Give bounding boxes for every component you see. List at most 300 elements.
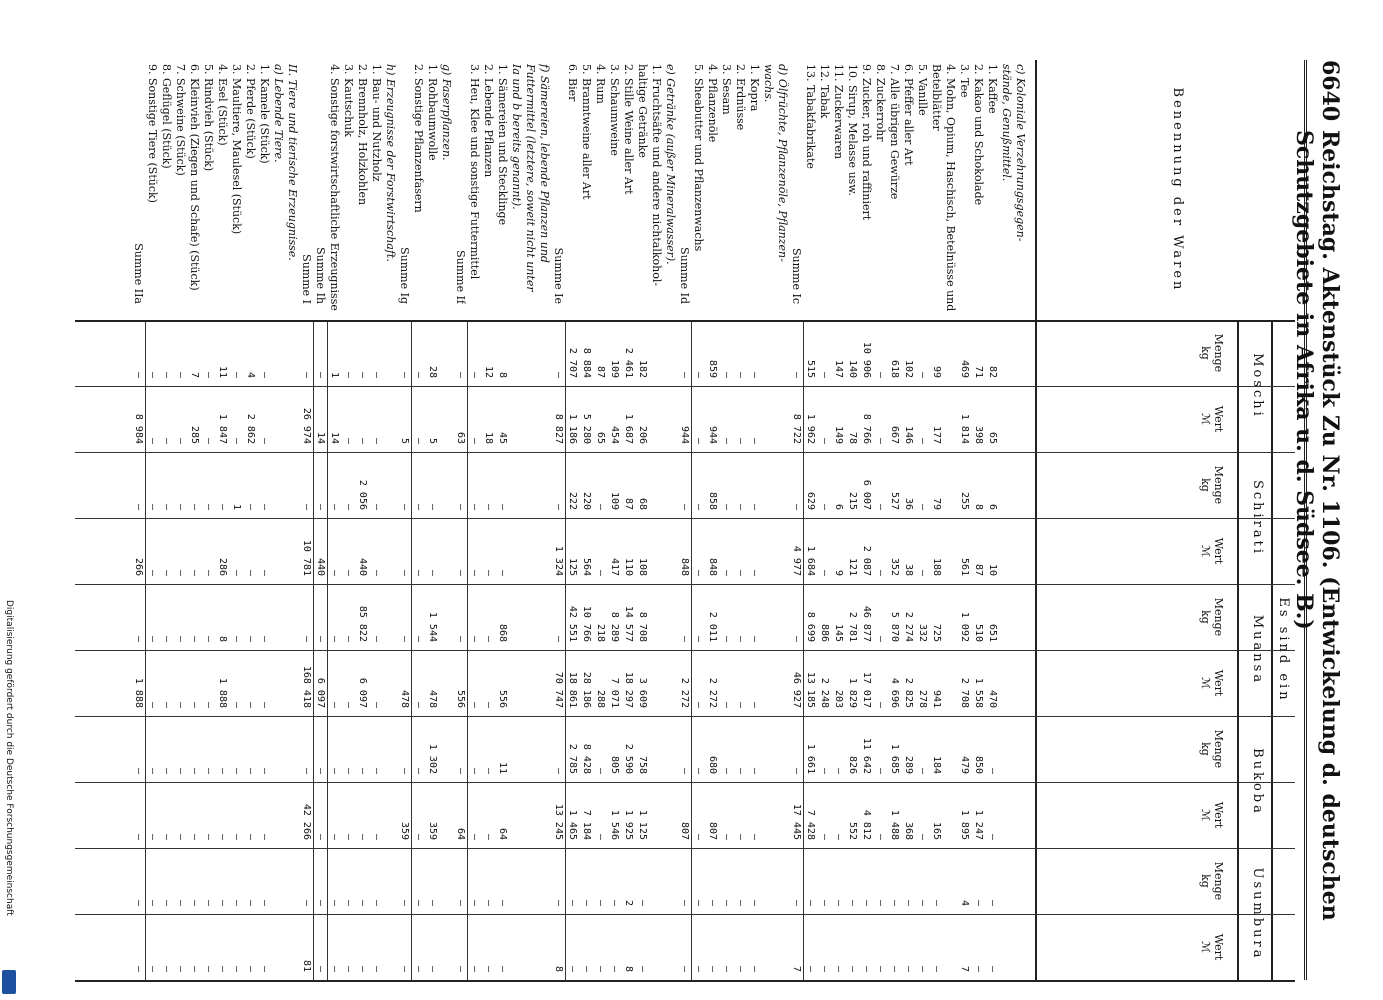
cell-value: —: [735, 503, 746, 510]
cell-value: 81: [301, 959, 312, 972]
cell-value: 515: [805, 359, 816, 378]
cell-value: —: [343, 635, 354, 642]
cell-value: —: [189, 899, 200, 906]
cell-value: 398: [973, 425, 984, 444]
cell-value: 6 097: [315, 677, 326, 708]
row-label: c) Koloniale Verzehrungsgegen-: [1014, 64, 1027, 242]
row-label: 1. Kopra: [748, 64, 761, 112]
cell-value: —: [161, 965, 172, 972]
cell-value: —: [315, 833, 326, 840]
cell-value: —: [875, 701, 886, 708]
cell-value: —: [875, 437, 886, 444]
cell-value: 125: [567, 557, 578, 576]
cell-value: 2 272: [707, 677, 718, 708]
table-row: [691, 60, 705, 980]
cell-value: 556: [455, 689, 466, 708]
cell-value: —: [175, 371, 186, 378]
row-label: 1. Kaffee: [986, 64, 999, 114]
cell-value: 14: [329, 431, 340, 444]
row-label: stände, Genußmittel.: [1000, 64, 1013, 182]
section-heading: [285, 60, 299, 980]
cell-value: —: [833, 965, 844, 972]
cell-value: —: [875, 569, 886, 576]
cell-value: 1 925: [623, 809, 634, 840]
cell-value: —: [399, 503, 410, 510]
row-label: h) Erzeugnisse der Forstwirtschaft.: [384, 64, 397, 262]
cell-value: —: [427, 899, 438, 906]
cell-value: —: [931, 899, 942, 906]
cell-value: —: [357, 437, 368, 444]
cell-value: 7 071: [609, 677, 620, 708]
table-row: [817, 60, 831, 980]
cell-value: 8: [553, 965, 564, 972]
cell-value: —: [497, 569, 508, 576]
row-label: Betelblätter: [930, 64, 943, 131]
row-label: 9. Zucker, roh und raffiniert: [860, 64, 873, 221]
cell-value: —: [707, 899, 718, 906]
cell-value: 10 906: [861, 341, 872, 378]
cell-value: 6 007: [861, 479, 872, 510]
column-1-name: Moschi: [1250, 353, 1265, 419]
cell-value: —: [259, 437, 270, 444]
cell-value: 87: [595, 365, 606, 378]
cell-value: 7: [189, 371, 200, 378]
cell-value: 145: [833, 623, 844, 642]
cell-value: —: [161, 569, 172, 576]
cell-value: 188: [931, 557, 942, 576]
cell-value: 8: [497, 371, 508, 378]
row-label: 1. Rohbaumwolle: [426, 64, 439, 161]
table-row: [621, 60, 635, 980]
cell-value: —: [483, 701, 494, 708]
cell-value: —: [875, 833, 886, 840]
cell-value: —: [595, 965, 606, 972]
cell-value: 46 877: [861, 605, 872, 642]
cell-value: —: [203, 767, 214, 774]
table-row: [215, 60, 229, 980]
row-label: 2. Brennholz, Holzkohlen: [356, 64, 369, 206]
cell-value: 64: [455, 827, 466, 840]
cell-value: —: [315, 635, 326, 642]
cell-value: —: [469, 437, 480, 444]
cell-value: —: [259, 503, 270, 510]
cell-value: —: [217, 899, 228, 906]
cell-value: —: [343, 503, 354, 510]
cell-value: —: [315, 767, 326, 774]
cell-value: —: [833, 899, 844, 906]
cell-value: 42 551: [567, 605, 578, 642]
cell-value: 65: [595, 431, 606, 444]
cell-value: —: [987, 899, 998, 906]
cell-value: —: [455, 767, 466, 774]
cell-value: 10: [987, 563, 998, 576]
cell-value: 70 747: [553, 671, 564, 708]
cell-value: —: [749, 767, 760, 774]
row-label: 3. Schaumweine: [608, 64, 621, 156]
cell-value: —: [483, 635, 494, 642]
cell-value: —: [357, 899, 368, 906]
cell-value: —: [749, 371, 760, 378]
cell-value: —: [735, 767, 746, 774]
cell-value: 1 302: [427, 743, 438, 774]
cell-value: —: [161, 503, 172, 510]
cell-value: —: [455, 635, 466, 642]
table-row: [971, 60, 985, 980]
cell-value: —: [483, 833, 494, 840]
cell-value: 286: [217, 557, 228, 576]
cell-value: 17 445: [791, 803, 802, 840]
cell-value: —: [315, 899, 326, 906]
summary-row: [551, 60, 565, 980]
cell-value: —: [931, 965, 942, 972]
table-row: [859, 60, 873, 980]
cell-value: 9: [833, 569, 844, 576]
cell-value: —: [455, 371, 466, 378]
cell-value: 8 722: [791, 413, 802, 444]
cell-value: 1 488: [889, 809, 900, 840]
cell-value: —: [175, 635, 186, 642]
row-label: Summe IIa: [132, 243, 145, 304]
cell-value: —: [595, 503, 606, 510]
cell-value: —: [399, 899, 410, 906]
cell-value: —: [189, 767, 200, 774]
cell-value: 758: [637, 755, 648, 774]
cell-value: 2 272: [679, 677, 690, 708]
cell-value: 2 056: [357, 479, 368, 510]
cell-value: 65: [987, 431, 998, 444]
cell-value: 618: [889, 359, 900, 378]
cell-value: 725: [931, 623, 942, 642]
cell-value: 8 699: [805, 611, 816, 642]
cell-value: 5 280: [581, 413, 592, 444]
cell-value: —: [581, 899, 592, 906]
cell-value: —: [469, 899, 480, 906]
cell-value: —: [329, 965, 340, 972]
cell-value: —: [483, 767, 494, 774]
cell-value: 2 708: [959, 677, 970, 708]
cell-value: —: [553, 503, 564, 510]
cell-value: —: [819, 899, 830, 906]
cell-value: 1 888: [217, 677, 228, 708]
cell-value: —: [805, 899, 816, 906]
cell-value: —: [231, 767, 242, 774]
cell-value: —: [371, 767, 382, 774]
row-label: 9. Sonstige Tiere (Stück): [146, 64, 159, 203]
cell-value: —: [455, 569, 466, 576]
cell-value: —: [483, 965, 494, 972]
cell-value: —: [329, 899, 340, 906]
cell-value: —: [245, 833, 256, 840]
cell-value: 1 847: [217, 413, 228, 444]
cell-value: 4 977: [791, 545, 802, 576]
label-column-header: Benennung der Waren: [1170, 87, 1185, 293]
cell-value: —: [259, 701, 270, 708]
row-label: 1. Sämereien und Stecklinge: [496, 64, 509, 226]
cell-value: —: [315, 503, 326, 510]
cell-value: —: [175, 569, 186, 576]
cell-value: 68: [637, 497, 648, 510]
cell-value: —: [679, 503, 690, 510]
cell-value: —: [259, 965, 270, 972]
cell-value: —: [203, 569, 214, 576]
cell-value: —: [161, 899, 172, 906]
cell-value: 667: [889, 425, 900, 444]
cell-value: 510: [973, 623, 984, 642]
cell-value: —: [693, 701, 704, 708]
cell-value: —: [315, 965, 326, 972]
cell-value: 38: [903, 563, 914, 576]
cell-value: 36: [903, 497, 914, 510]
row-label: Futtermittel (letztere, soweit nicht unter: [524, 64, 537, 292]
cell-value: 203: [833, 689, 844, 708]
cell-value: 1: [231, 503, 242, 510]
cell-value: 10 781: [301, 539, 312, 576]
cell-value: 826: [847, 755, 858, 774]
cell-value: —: [371, 635, 382, 642]
cell-value: —: [259, 899, 270, 906]
cell-value: —: [721, 899, 732, 906]
cell-value: —: [175, 701, 186, 708]
cell-value: —: [301, 635, 312, 642]
table-row: [229, 60, 243, 980]
cell-value: 1 685: [889, 743, 900, 774]
cell-value: —: [679, 965, 690, 972]
cell-value: 140: [847, 359, 858, 378]
cell-value: 805: [609, 755, 620, 774]
row-label: 7. Schweine (Stück): [174, 64, 187, 176]
cell-value: 206: [637, 425, 648, 444]
cell-value: —: [791, 635, 802, 642]
cell-value: —: [707, 965, 718, 972]
cell-value: —: [987, 833, 998, 840]
cell-value: —: [469, 767, 480, 774]
cell-value: —: [819, 437, 830, 444]
cell-value: 1 125: [637, 809, 648, 840]
cell-value: —: [749, 569, 760, 576]
cell-value: 1 465: [567, 809, 578, 840]
cell-value: —: [147, 635, 158, 642]
cell-value: —: [147, 437, 158, 444]
cell-value: —: [917, 899, 928, 906]
footer-text: Digitalisierung gefördert durch die Deutsche Forschungsgemeinschaft: [4, 600, 14, 916]
cell-value: —: [693, 371, 704, 378]
row-label: d) Ölfrüchte, Pflanzenöle, Pflanzen-: [776, 64, 789, 262]
cell-value: 26 974: [301, 407, 312, 444]
column-1-wert-header: Wert ℳ: [1199, 405, 1225, 433]
cell-value: —: [203, 635, 214, 642]
cell-value: —: [413, 635, 424, 642]
cell-value: —: [917, 767, 928, 774]
row-label: 2. Erdnüsse: [734, 64, 747, 131]
section-heading: [383, 60, 397, 980]
cell-value: 680: [707, 755, 718, 774]
cell-value: —: [259, 635, 270, 642]
cell-value: —: [133, 833, 144, 840]
cell-value: —: [875, 767, 886, 774]
row-label: 3. Heu, Klee und sonstige Futtermittel: [468, 64, 481, 280]
section-heading: [523, 60, 537, 980]
cell-value: 850: [973, 755, 984, 774]
cell-value: —: [469, 569, 480, 576]
cell-value: —: [147, 569, 158, 576]
cell-value: 944: [707, 425, 718, 444]
cell-value: —: [693, 833, 704, 840]
cell-value: —: [357, 767, 368, 774]
cell-value: —: [133, 767, 144, 774]
cell-value: —: [693, 767, 704, 774]
cell-value: —: [833, 767, 844, 774]
table-row: [943, 60, 957, 980]
cell-value: 11: [497, 761, 508, 774]
cell-value: 99: [931, 365, 942, 378]
cell-value: —: [413, 767, 424, 774]
section-heading: [761, 60, 775, 980]
cell-value: —: [301, 371, 312, 378]
cell-value: —: [483, 569, 494, 576]
cell-value: 332: [917, 623, 928, 642]
cell-value: 1 546: [609, 809, 620, 840]
cell-value: —: [399, 767, 410, 774]
row-label: haltige Getränke: [636, 64, 649, 158]
cell-value: —: [595, 767, 606, 774]
cell-value: 3 609: [637, 677, 648, 708]
cell-value: 807: [707, 821, 718, 840]
table-row: [257, 60, 271, 980]
summary-row: [313, 60, 327, 980]
cell-value: —: [581, 965, 592, 972]
column-2-menge-header: Menge kg: [1199, 465, 1225, 505]
cell-value: 848: [707, 557, 718, 576]
table-row: [369, 60, 383, 980]
row-label: 3. Sesam: [720, 64, 733, 115]
cell-value: —: [413, 437, 424, 444]
cell-value: —: [399, 965, 410, 972]
cell-value: —: [497, 965, 508, 972]
cell-value: —: [343, 833, 354, 840]
cell-value: 289: [903, 755, 914, 774]
cell-value: 470: [987, 689, 998, 708]
table-row: [173, 60, 187, 980]
cell-value: —: [749, 701, 760, 708]
row-label: e) Getränke (außer Mineralwasser).: [664, 64, 677, 265]
cell-value: —: [413, 503, 424, 510]
column-1-menge-header: Menge kg: [1199, 333, 1225, 373]
cell-value: —: [217, 767, 228, 774]
cell-value: —: [847, 965, 858, 972]
table-row: [929, 60, 943, 980]
table-row: [705, 60, 719, 980]
cell-value: —: [819, 767, 830, 774]
table-row: [747, 60, 761, 980]
cell-value: 8 984: [133, 413, 144, 444]
row-label: Summe If: [454, 250, 467, 304]
cell-value: 18 861: [567, 671, 578, 708]
page-number: 6640: [1317, 60, 1343, 122]
cell-value: 8: [623, 965, 634, 972]
column-3-name: Muansa: [1250, 614, 1265, 686]
row-label: 4. Mohn, Opium, Haschisch, Betelnüsse und: [944, 64, 957, 312]
cell-value: —: [483, 503, 494, 510]
cell-value: 87: [623, 497, 634, 510]
cell-value: —: [133, 503, 144, 510]
table-row: [719, 60, 733, 980]
cell-value: —: [147, 767, 158, 774]
cell-value: 552: [847, 821, 858, 840]
table-row: [887, 60, 901, 980]
row-label: 6. Bier: [566, 64, 579, 102]
cell-value: —: [175, 503, 186, 510]
cell-value: 8 289: [609, 611, 620, 642]
cell-value: 177: [931, 425, 942, 444]
cell-value: —: [987, 965, 998, 972]
cell-value: 6: [833, 503, 844, 510]
row-label: 4. Esel (Stück): [216, 64, 229, 146]
cell-value: 7: [959, 965, 970, 972]
cell-value: —: [413, 899, 424, 906]
row-label: 1. Kamele (Stück): [258, 64, 271, 164]
cell-value: 278: [917, 689, 928, 708]
cell-value: —: [749, 635, 760, 642]
cell-value: 10 766: [581, 605, 592, 642]
cell-value: 12: [483, 365, 494, 378]
cell-value: —: [721, 503, 732, 510]
cell-value: —: [203, 833, 214, 840]
row-label: 1. Fruchtsäfte und andere nichtalkohol-: [650, 64, 663, 287]
cell-value: —: [973, 965, 984, 972]
cell-value: —: [203, 503, 214, 510]
cell-value: —: [875, 503, 886, 510]
cell-value: —: [259, 569, 270, 576]
cell-value: 87: [973, 563, 984, 576]
cell-value: 858: [707, 491, 718, 510]
cell-value: 1 558: [973, 677, 984, 708]
cell-value: 18 297: [623, 671, 634, 708]
row-label: 2. Stille Weine aller Art: [622, 64, 635, 195]
cell-value: —: [735, 701, 746, 708]
row-label: 3. Maultiere, Maulesel (Stück): [230, 64, 243, 235]
cell-value: —: [329, 833, 340, 840]
cell-value: —: [175, 965, 186, 972]
cell-value: 2 707: [567, 347, 578, 378]
row-label: 13. Tabakfabrikate: [804, 64, 817, 169]
cell-value: —: [343, 371, 354, 378]
cell-value: —: [469, 833, 480, 840]
cell-value: —: [189, 701, 200, 708]
cell-value: —: [189, 569, 200, 576]
cell-value: 1 684: [805, 545, 816, 576]
cell-value: 859: [707, 359, 718, 378]
cell-value: —: [189, 833, 200, 840]
cell-value: 1 687: [623, 413, 634, 444]
cell-value: —: [497, 503, 508, 510]
cell-value: —: [245, 503, 256, 510]
cell-value: —: [175, 767, 186, 774]
cell-value: —: [987, 767, 998, 774]
cell-value: —: [819, 965, 830, 972]
cell-value: —: [357, 833, 368, 840]
cell-value: —: [679, 899, 690, 906]
cell-value: —: [371, 833, 382, 840]
cell-value: —: [371, 899, 382, 906]
cell-value: —: [679, 371, 690, 378]
row-label: 4. Sonstige forstwirtschaftliche Erzeugnisse: [328, 64, 341, 311]
cell-value: 629: [805, 491, 816, 510]
table-row: [873, 60, 887, 980]
cell-value: —: [315, 371, 326, 378]
cell-value: 18: [483, 431, 494, 444]
row-label: 8. Zuckerrohr: [874, 64, 887, 142]
row-label: 7. Alle übrigen Gewürze: [888, 64, 901, 200]
